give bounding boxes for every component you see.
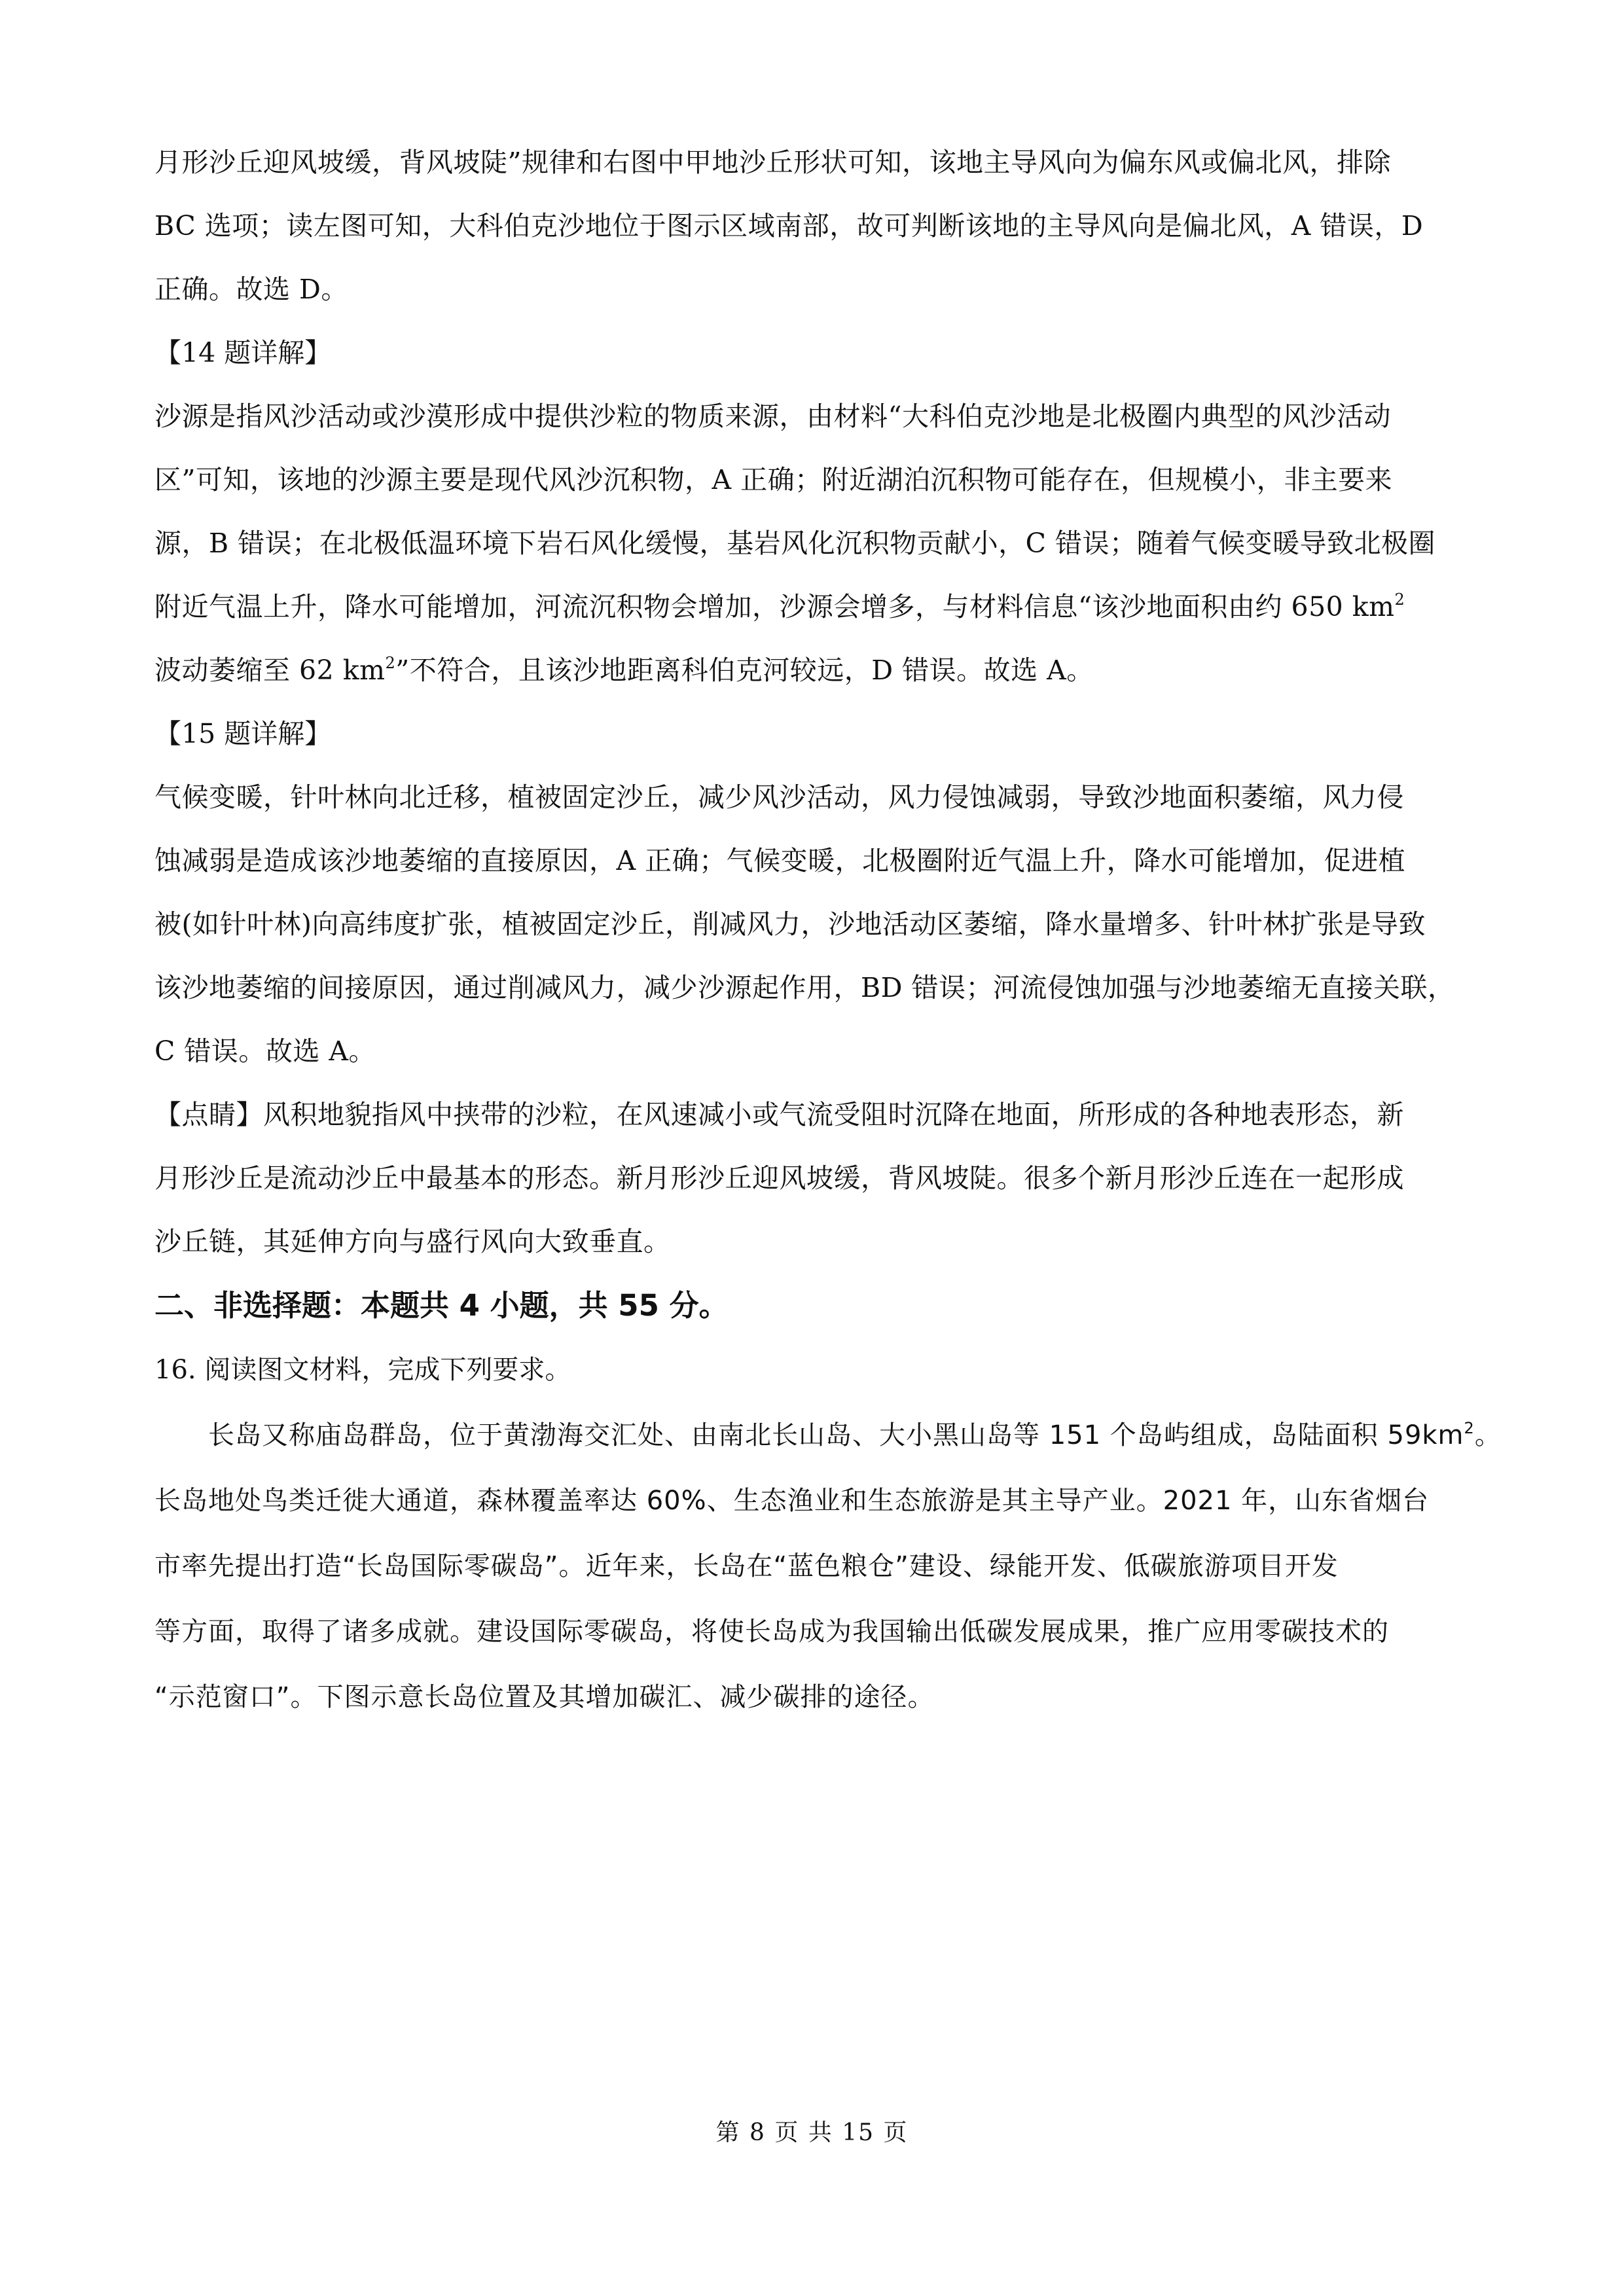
- q14-explanation-line-2: 区”可知，该地的沙源主要是现代风沙沉积物，A 正确；附近湖泊沉积物可能存在，但规模小，非主要来: [154, 464, 1393, 495]
- q14-explanation-line-3: 源，B 错误；在北极低温环境下岩石风化缓慢，基岩风化沉积物贡献小，C 错误；随着气候变暖导致北极圈: [154, 528, 1436, 559]
- q14-heading: 【14 题详解】: [154, 337, 332, 368]
- tip-line-1: 【点睛】风积地貌指风中挟带的沙粒，在风速减小或气流受阻时沉降在地面，所形成的各种地表形态，新: [154, 1099, 1404, 1130]
- q15-explanation-line-3: 被(如针叶林)向高纬度扩张，植被固定沙丘，削减风力，沙地活动区萎缩，降水量增多、针叶林扩张是导致: [154, 908, 1426, 940]
- q15-explanation-line-4: 该沙地萎缩的间接原因，通过削减风力，减少沙源起作用，BD 错误；河流侵蚀加强与沙地萎缩无直接关联，: [154, 972, 1455, 1003]
- page-footer: 第 8 页 共 15 页: [715, 2119, 909, 2146]
- q13-explanation-line-2: BC 选项；读左图可知，大科伯克沙地位于图示区域南部，故可判断该地的主导风向是偏北风，A 错误，D: [154, 210, 1424, 242]
- q16-material-line-1: [154, 1403, 1502, 1468]
- superscript-2: 2: [1464, 1418, 1475, 1437]
- q14-line-5-text-b: ”不符合，且该沙地距离科伯克河较远，D 错误。故选 A。: [395, 655, 1094, 686]
- q14-explanation-line-5: [154, 639, 1490, 702]
- tip-line-3: 沙丘链，其延伸方向与盛行风向大致垂直。: [154, 1226, 671, 1257]
- document-page: [154, 131, 1502, 1730]
- q15-heading: 【15 题详解】: [154, 718, 332, 749]
- q13-explanation-line-3: 正确。故选 D。: [154, 274, 348, 305]
- q16-prompt: 16. 阅读图文材料，完成下列要求。: [154, 1355, 571, 1385]
- q16-material-line-1-end: 。: [1474, 1420, 1502, 1450]
- part-2-title: 二、非选择题：本题共 4 小题，共 55 分。: [154, 1288, 729, 1323]
- q13-explanation-line-1: 月形沙丘迎风坡缓，背风坡陡”规律和右图中甲地沙丘形状可知，该地主导风向为偏东风或偏北风，排除: [154, 147, 1391, 178]
- superscript-2: 2: [385, 654, 396, 673]
- q14-explanation-line-4: [154, 575, 1490, 639]
- q16-material-line-5: “示范窗口”。下图示意长岛位置及其增加碳汇、减少碳排的途径。: [154, 1682, 935, 1712]
- q14-line-5-text-a: 波动萎缩至 62 km: [154, 655, 386, 686]
- q15-explanation-line-2: 蚀减弱是造成该沙地萎缩的直接原因，A 正确；气候变暖，北极圈附近气温上升，降水可能增加，促进植: [154, 845, 1406, 876]
- q15-explanation-line-1: 气候变暖，针叶林向北迁移，植被固定沙丘，减少风沙活动，风力侵蚀减弱，导致沙地面积萎缩，风力侵: [154, 781, 1404, 813]
- tip-line-2: 月形沙丘是流动沙丘中最基本的形态。新月形沙丘迎风坡缓，背风坡陡。很多个新月形沙丘连在一起形成: [154, 1162, 1404, 1194]
- q14-line-4-text: 附近气温上升，降水可能增加，河流沉积物会增加，沙源会增多，与材料信息“该沙地面积由约 650 km: [154, 591, 1395, 622]
- q16-material-line-1-text: 长岛又称庙岛群岛，位于黄渤海交汇处、由南北长山岛、大小黑山岛等 151 个岛屿组成，岛陆面积 59km: [208, 1420, 1464, 1450]
- q15-explanation-line-5: C 错误。故选 A。: [154, 1035, 376, 1067]
- superscript-2: 2: [1394, 590, 1405, 609]
- q16-material-line-4: 等方面，取得了诸多成就。建设国际零碳岛，将使长岛成为我国输出低碳发展成果，推广应用零碳技术的: [154, 1617, 1389, 1647]
- q16-material-line-2: 长岛地处鸟类迁徙大通道，森林覆盖率达 60%、生态渔业和生态旅游是其主导产业。2021 年，山东省烟台: [154, 1486, 1430, 1516]
- q14-explanation-line-1: 沙源是指风沙活动或沙漠形成中提供沙粒的物质来源，由材料“大科伯克沙地是北极圈内典型的风沙活动: [154, 401, 1391, 432]
- q16-material-line-3: 市率先提出打造“长岛国际零碳岛”。近年来，长岛在“蓝色粮仓”建设、绿能开发、低碳旅游项目开发: [154, 1551, 1339, 1581]
